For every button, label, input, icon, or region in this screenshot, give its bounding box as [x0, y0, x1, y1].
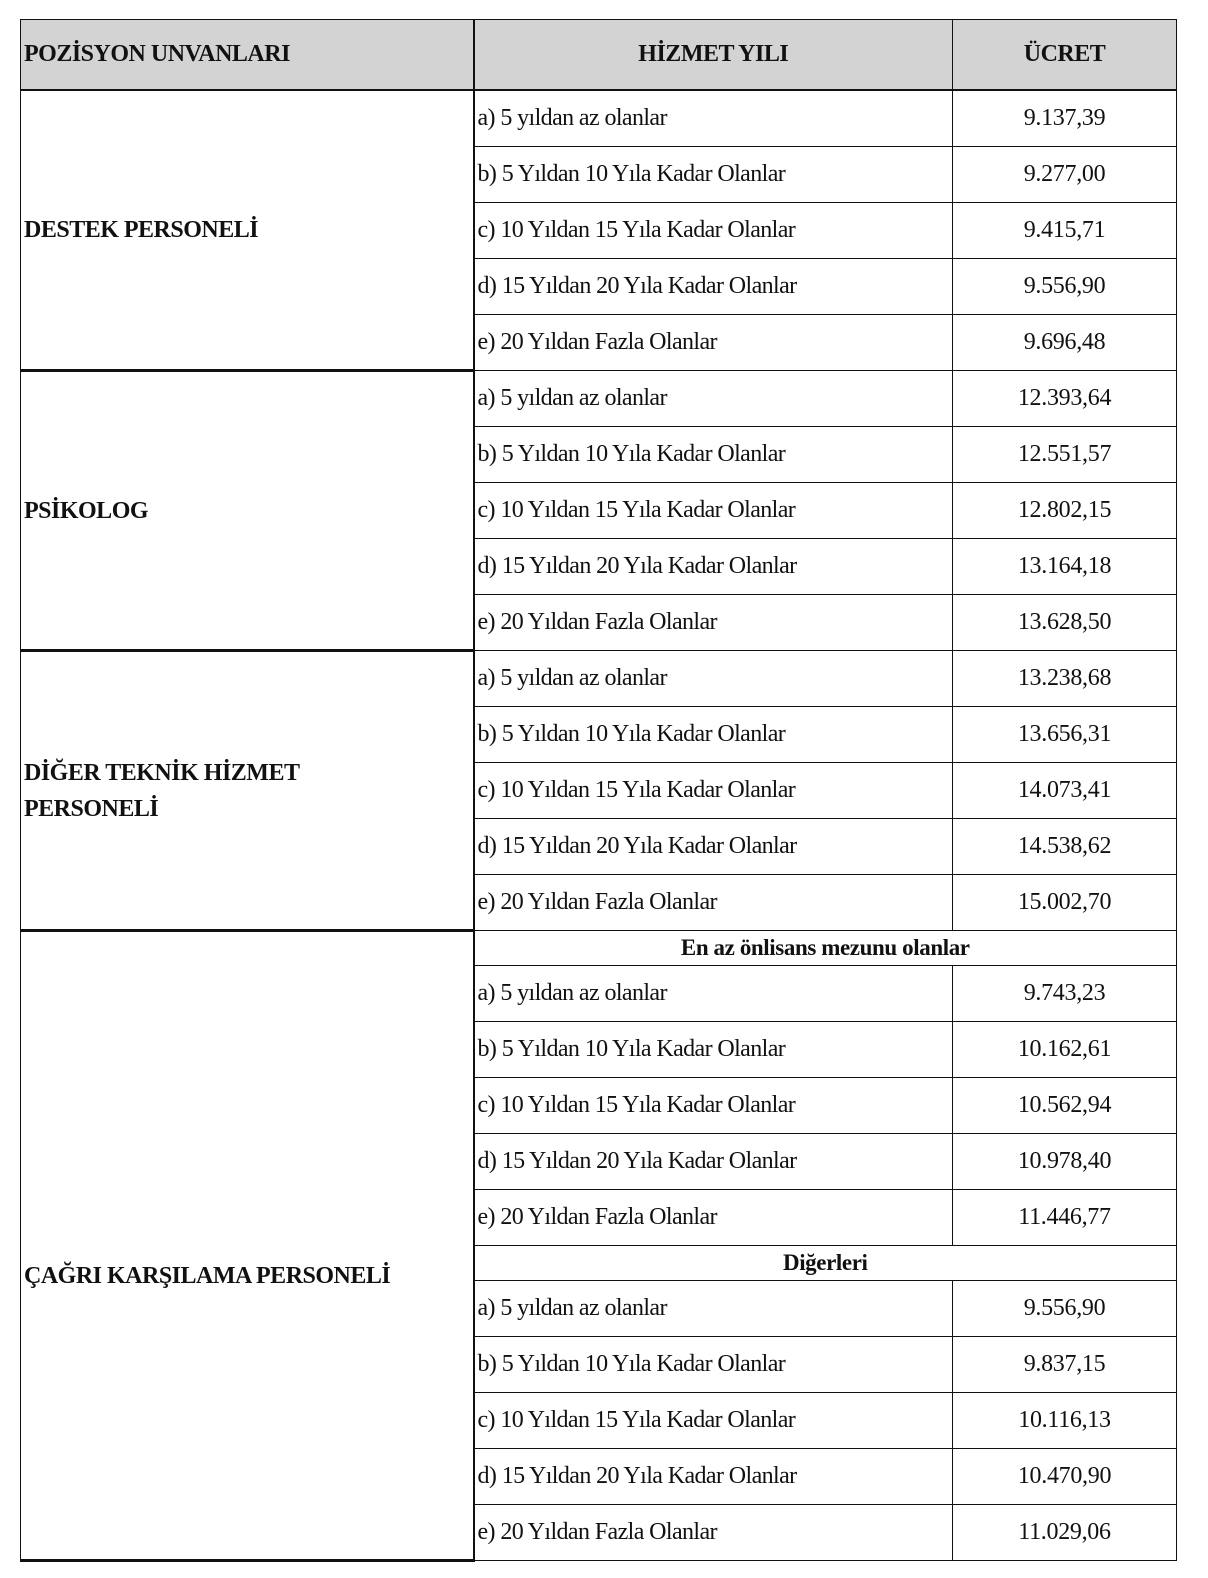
fee-cell: 15.002,70 — [953, 875, 1177, 931]
header-position: POZİSYON UNVANLARI — [21, 20, 474, 91]
position-cagri-karsilama-personeli: ÇAĞRI KARŞILAMA PERSONELİ — [21, 931, 474, 1561]
service-years-cell: e) 20 Yıldan Fazla Olanlar — [474, 1190, 953, 1246]
fee-cell: 12.551,57 — [953, 427, 1177, 483]
table-row — [21, 651, 1177, 707]
service-years-cell: e) 20 Yıldan Fazla Olanlar — [474, 875, 953, 931]
fee-cell: 9.556,90 — [953, 1281, 1177, 1337]
fee-cell: 13.656,31 — [953, 707, 1177, 763]
service-years-cell: c) 10 Yıldan 15 Yıla Kadar Olanlar — [474, 1078, 953, 1134]
service-years-cell: a) 5 yıldan az olanlar — [474, 371, 953, 427]
fee-cell: 14.538,62 — [953, 819, 1177, 875]
service-years-cell: a) 5 yıldan az olanlar — [474, 651, 953, 707]
service-years-cell: a) 5 yıldan az olanlar — [474, 90, 953, 147]
service-years-cell: a) 5 yıldan az olanlar — [474, 1281, 953, 1337]
fee-cell: 11.029,06 — [953, 1505, 1177, 1561]
fee-cell: 14.073,41 — [953, 763, 1177, 819]
fee-cell: 12.802,15 — [953, 483, 1177, 539]
service-years-cell: b) 5 Yıldan 10 Yıla Kadar Olanlar — [474, 1337, 953, 1393]
subgroup-label-onlisans: En az önlisans mezunu olanlar — [474, 931, 1177, 966]
fee-cell: 13.164,18 — [953, 539, 1177, 595]
table-row — [21, 371, 1177, 427]
service-years-cell: b) 5 Yıldan 10 Yıla Kadar Olanlar — [474, 1022, 953, 1078]
fee-cell: 12.393,64 — [953, 371, 1177, 427]
service-years-cell: b) 5 Yıldan 10 Yıla Kadar Olanlar — [474, 147, 953, 203]
position-destek-personeli: DESTEK PERSONELİ — [21, 90, 474, 371]
fee-cell: 13.628,50 — [953, 595, 1177, 651]
fee-cell: 10.978,40 — [953, 1134, 1177, 1190]
salary-table — [20, 19, 1177, 1562]
fee-cell: 9.137,39 — [953, 90, 1177, 147]
service-years-cell: e) 20 Yıldan Fazla Olanlar — [474, 315, 953, 371]
service-years-cell: c) 10 Yıldan 15 Yıla Kadar Olanlar — [474, 1393, 953, 1449]
service-years-cell: c) 10 Yıldan 15 Yıla Kadar Olanlar — [474, 483, 953, 539]
service-years-cell: d) 15 Yıldan 20 Yıla Kadar Olanlar — [474, 819, 953, 875]
service-years-cell: b) 5 Yıldan 10 Yıla Kadar Olanlar — [474, 707, 953, 763]
fee-cell: 9.743,23 — [953, 966, 1177, 1022]
fee-cell: 9.415,71 — [953, 203, 1177, 259]
fee-cell: 13.238,68 — [953, 651, 1177, 707]
service-years-cell: c) 10 Yıldan 15 Yıla Kadar Olanlar — [474, 203, 953, 259]
position-psikolog: PSİKOLOG — [21, 371, 474, 651]
service-years-cell: e) 20 Yıldan Fazla Olanlar — [474, 595, 953, 651]
service-years-cell: a) 5 yıldan az olanlar — [474, 966, 953, 1022]
service-years-cell: b) 5 Yıldan 10 Yıla Kadar Olanlar — [474, 427, 953, 483]
service-years-cell: d) 15 Yıldan 20 Yıla Kadar Olanlar — [474, 259, 953, 315]
position-diger-teknik-hizmet-personeli — [21, 651, 474, 931]
subheader-row — [21, 931, 1177, 966]
header-service-years: HİZMET YILI — [474, 20, 953, 91]
fee-cell: 10.162,61 — [953, 1022, 1177, 1078]
fee-cell: 9.277,00 — [953, 147, 1177, 203]
fee-cell: 10.562,94 — [953, 1078, 1177, 1134]
header-fee: ÜCRET — [953, 20, 1177, 91]
header-row — [21, 20, 1177, 91]
service-years-cell: d) 15 Yıldan 20 Yıla Kadar Olanlar — [474, 1449, 953, 1505]
fee-cell: 9.556,90 — [953, 259, 1177, 315]
service-years-cell: d) 15 Yıldan 20 Yıla Kadar Olanlar — [474, 1134, 953, 1190]
table-row — [21, 90, 1177, 147]
subgroup-label-digerleri: Diğerleri — [474, 1246, 1177, 1281]
fee-cell: 10.470,90 — [953, 1449, 1177, 1505]
service-years-cell: e) 20 Yıldan Fazla Olanlar — [474, 1505, 953, 1561]
service-years-cell: d) 15 Yıldan 20 Yıla Kadar Olanlar — [474, 539, 953, 595]
fee-cell: 11.446,77 — [953, 1190, 1177, 1246]
fee-cell: 9.696,48 — [953, 315, 1177, 371]
fee-cell: 10.116,13 — [953, 1393, 1177, 1449]
position-label: DİĞER TEKNİK HİZMET PERSONELİ — [24, 759, 300, 822]
fee-cell: 9.837,15 — [953, 1337, 1177, 1393]
service-years-cell: c) 10 Yıldan 15 Yıla Kadar Olanlar — [474, 763, 953, 819]
